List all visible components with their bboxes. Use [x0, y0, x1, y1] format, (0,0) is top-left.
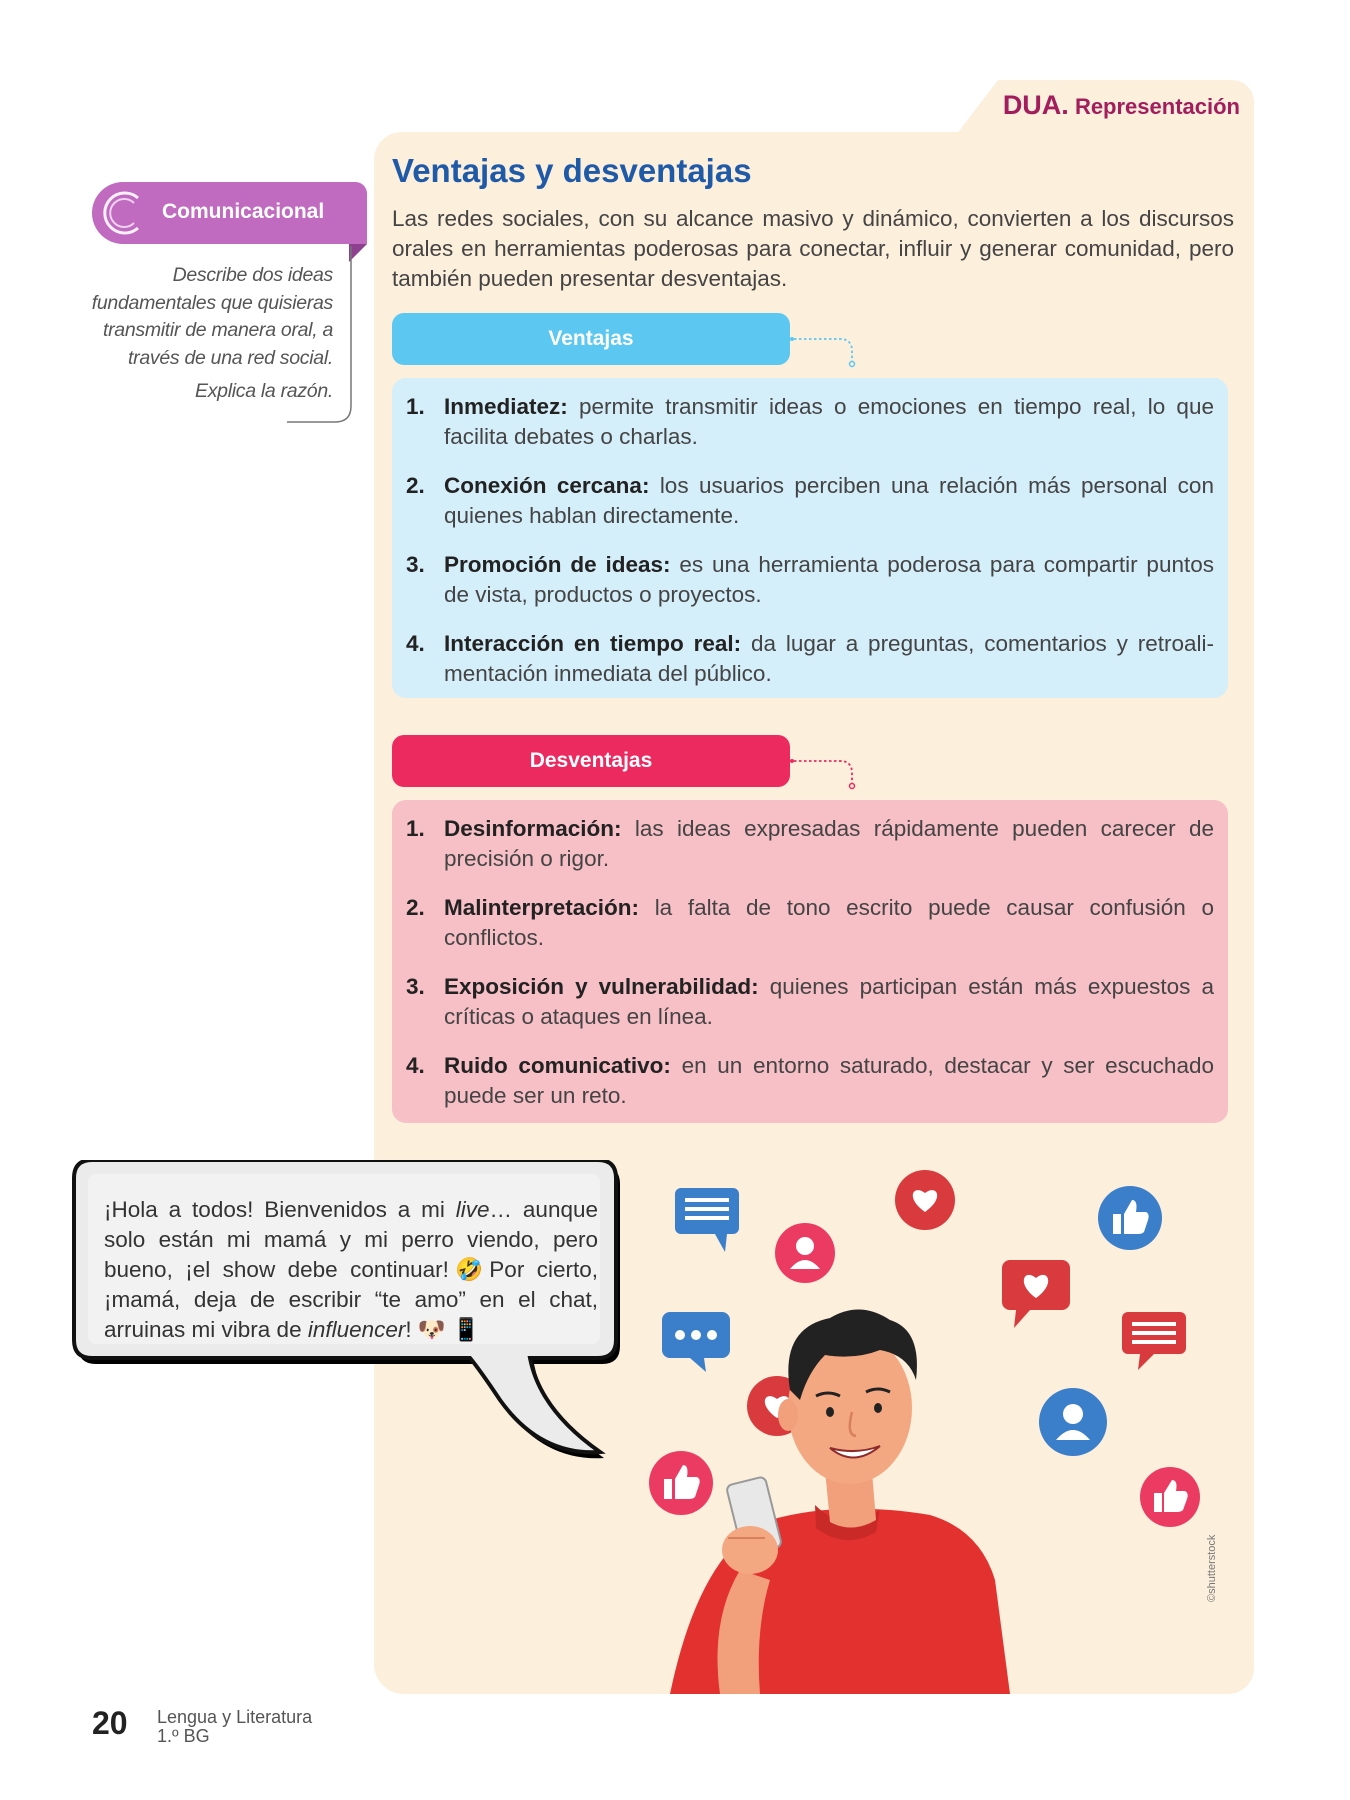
side-prompt: Describe dos ideas fundamentales que quisieras transmitir de manera oral, a través de una red social.: [91, 264, 333, 369]
list-item: [406, 814, 1214, 874]
ventajas-connector: [790, 328, 860, 368]
item-term: Conexión cercana:: [444, 473, 650, 498]
list-item: [406, 972, 1214, 1032]
bubble-text-part: !: [405, 1317, 418, 1342]
dog-emoji-icon: 🐶: [417, 1317, 446, 1342]
footer-subject: [157, 1708, 312, 1746]
thumbs-up-icon: [649, 1451, 713, 1515]
item-text: da lugar a preguntas, comentarios y retroalimentación inmediata del público.: [444, 631, 1214, 686]
section-title: Ventajas y desventajas: [392, 152, 752, 189]
bubble-live-word: live: [455, 1197, 490, 1222]
grade-level: 1.º BG: [157, 1726, 210, 1746]
phone-emoji-icon: 📱: [452, 1317, 481, 1342]
item-text: la falta de tono escrito puede causar confusión o conflictos.: [444, 895, 1214, 950]
item-term: Inmediatez:: [444, 394, 568, 419]
item-number: 4.: [406, 631, 425, 656]
bubble-text-part: ¡Hola a todos! Bienvenidos a mi: [104, 1197, 456, 1222]
item-term: Desinformación:: [444, 816, 622, 841]
dua-subtitle: Representación: [1074, 94, 1240, 119]
item-term: Exposición y vulnerabilidad:: [444, 974, 759, 999]
bubble-influencer-word: influencer: [307, 1317, 406, 1342]
ventajas-list: [392, 378, 1228, 698]
list-item: [406, 893, 1214, 953]
chat-lines-icon: [675, 1188, 739, 1252]
side-bracket-line: [285, 246, 353, 426]
item-text: es una herramienta poderosa para compartir puntos de vista, productos o proyectos.: [444, 552, 1214, 607]
speech-bubble-text: [104, 1195, 598, 1345]
item-text: en un entorno saturado, destacar y ser escuchado puede ser un reto.: [444, 1053, 1214, 1108]
list-item: [406, 550, 1214, 610]
item-number: 4.: [406, 1053, 425, 1078]
item-number: 3.: [406, 552, 425, 577]
boy-character: [670, 1309, 1010, 1694]
ventajas-label: Ventajas: [548, 327, 634, 350]
item-text: quienes participan están más expuestos a críticas o ataques en línea.: [444, 974, 1214, 1029]
dua-label: [990, 90, 1240, 121]
subject-name: Lengua y Literatura: [157, 1707, 313, 1727]
list-item: [406, 392, 1214, 452]
user-icon: [775, 1223, 835, 1283]
dua-abbrev: DUA.: [1002, 90, 1069, 120]
item-number: 2.: [406, 473, 425, 498]
item-text: los usuarios perciben una relación más personal con quienes hablan directamente.: [444, 473, 1214, 528]
desventajas-header: [392, 735, 790, 787]
bubble-text-part: … aunque solo están mi mamá y mi perro viendo, pero bueno, ¡el show debe continuar!: [104, 1197, 599, 1282]
item-text: permite transmitir ideas o emociones en tiempo real, lo que facilita debates o charlas.: [444, 394, 1214, 449]
page-number: 20: [92, 1705, 128, 1741]
side-instruction: Explica la razón.: [195, 380, 333, 402]
list-item: [406, 629, 1214, 689]
item-term: Interacción en tiempo real:: [444, 631, 742, 656]
laughing-emoji-icon: 🤣: [448, 1257, 490, 1282]
chat-lines-icon: [1122, 1312, 1186, 1370]
thumbs-up-icon: [1140, 1467, 1200, 1527]
desventajas-list: [392, 800, 1228, 1123]
desventajas-label: Desventajas: [529, 749, 653, 772]
social-media-illustration: [640, 1150, 1250, 1694]
list-item: [406, 471, 1214, 531]
chat-dots-icon: [662, 1312, 730, 1372]
item-number: 1.: [406, 816, 425, 841]
item-text: las ideas expresadas rápidamente pueden carecer de precisión o rigor.: [444, 816, 1214, 871]
item-number: 3.: [406, 974, 425, 999]
bubble-text-part: Por cierto, ¡mamá, deja de escribir “te amo” en el chat, arruinas mi vibra de: [104, 1257, 599, 1342]
letter-c-icon: [96, 186, 150, 240]
list-item: [406, 1051, 1214, 1111]
user-icon: [1039, 1388, 1107, 1456]
item-number: 2.: [406, 895, 425, 920]
item-number: 1.: [406, 394, 425, 419]
desventajas-connector: [790, 750, 860, 790]
intro-paragraph: Las redes sociales, con su alcance masivo y dinámico, convierten a los discursos orales en herramientas poderosas para conectar, influir y generar comunidad, pero también pueden presentar desventajas.: [392, 206, 1234, 291]
comunicacional-label: Comunicacional: [162, 200, 325, 223]
item-term: Promoción de ideas:: [444, 552, 671, 577]
thumbs-up-icon: [1098, 1186, 1162, 1250]
item-term: Malinterpretación:: [444, 895, 640, 920]
heart-bubble-icon: [1002, 1260, 1070, 1328]
image-credit: ©shutterstock: [1206, 1534, 1218, 1602]
ventajas-header: [392, 313, 790, 365]
item-term: Ruido comunicativo:: [444, 1053, 671, 1078]
heart-icon: [895, 1170, 955, 1230]
